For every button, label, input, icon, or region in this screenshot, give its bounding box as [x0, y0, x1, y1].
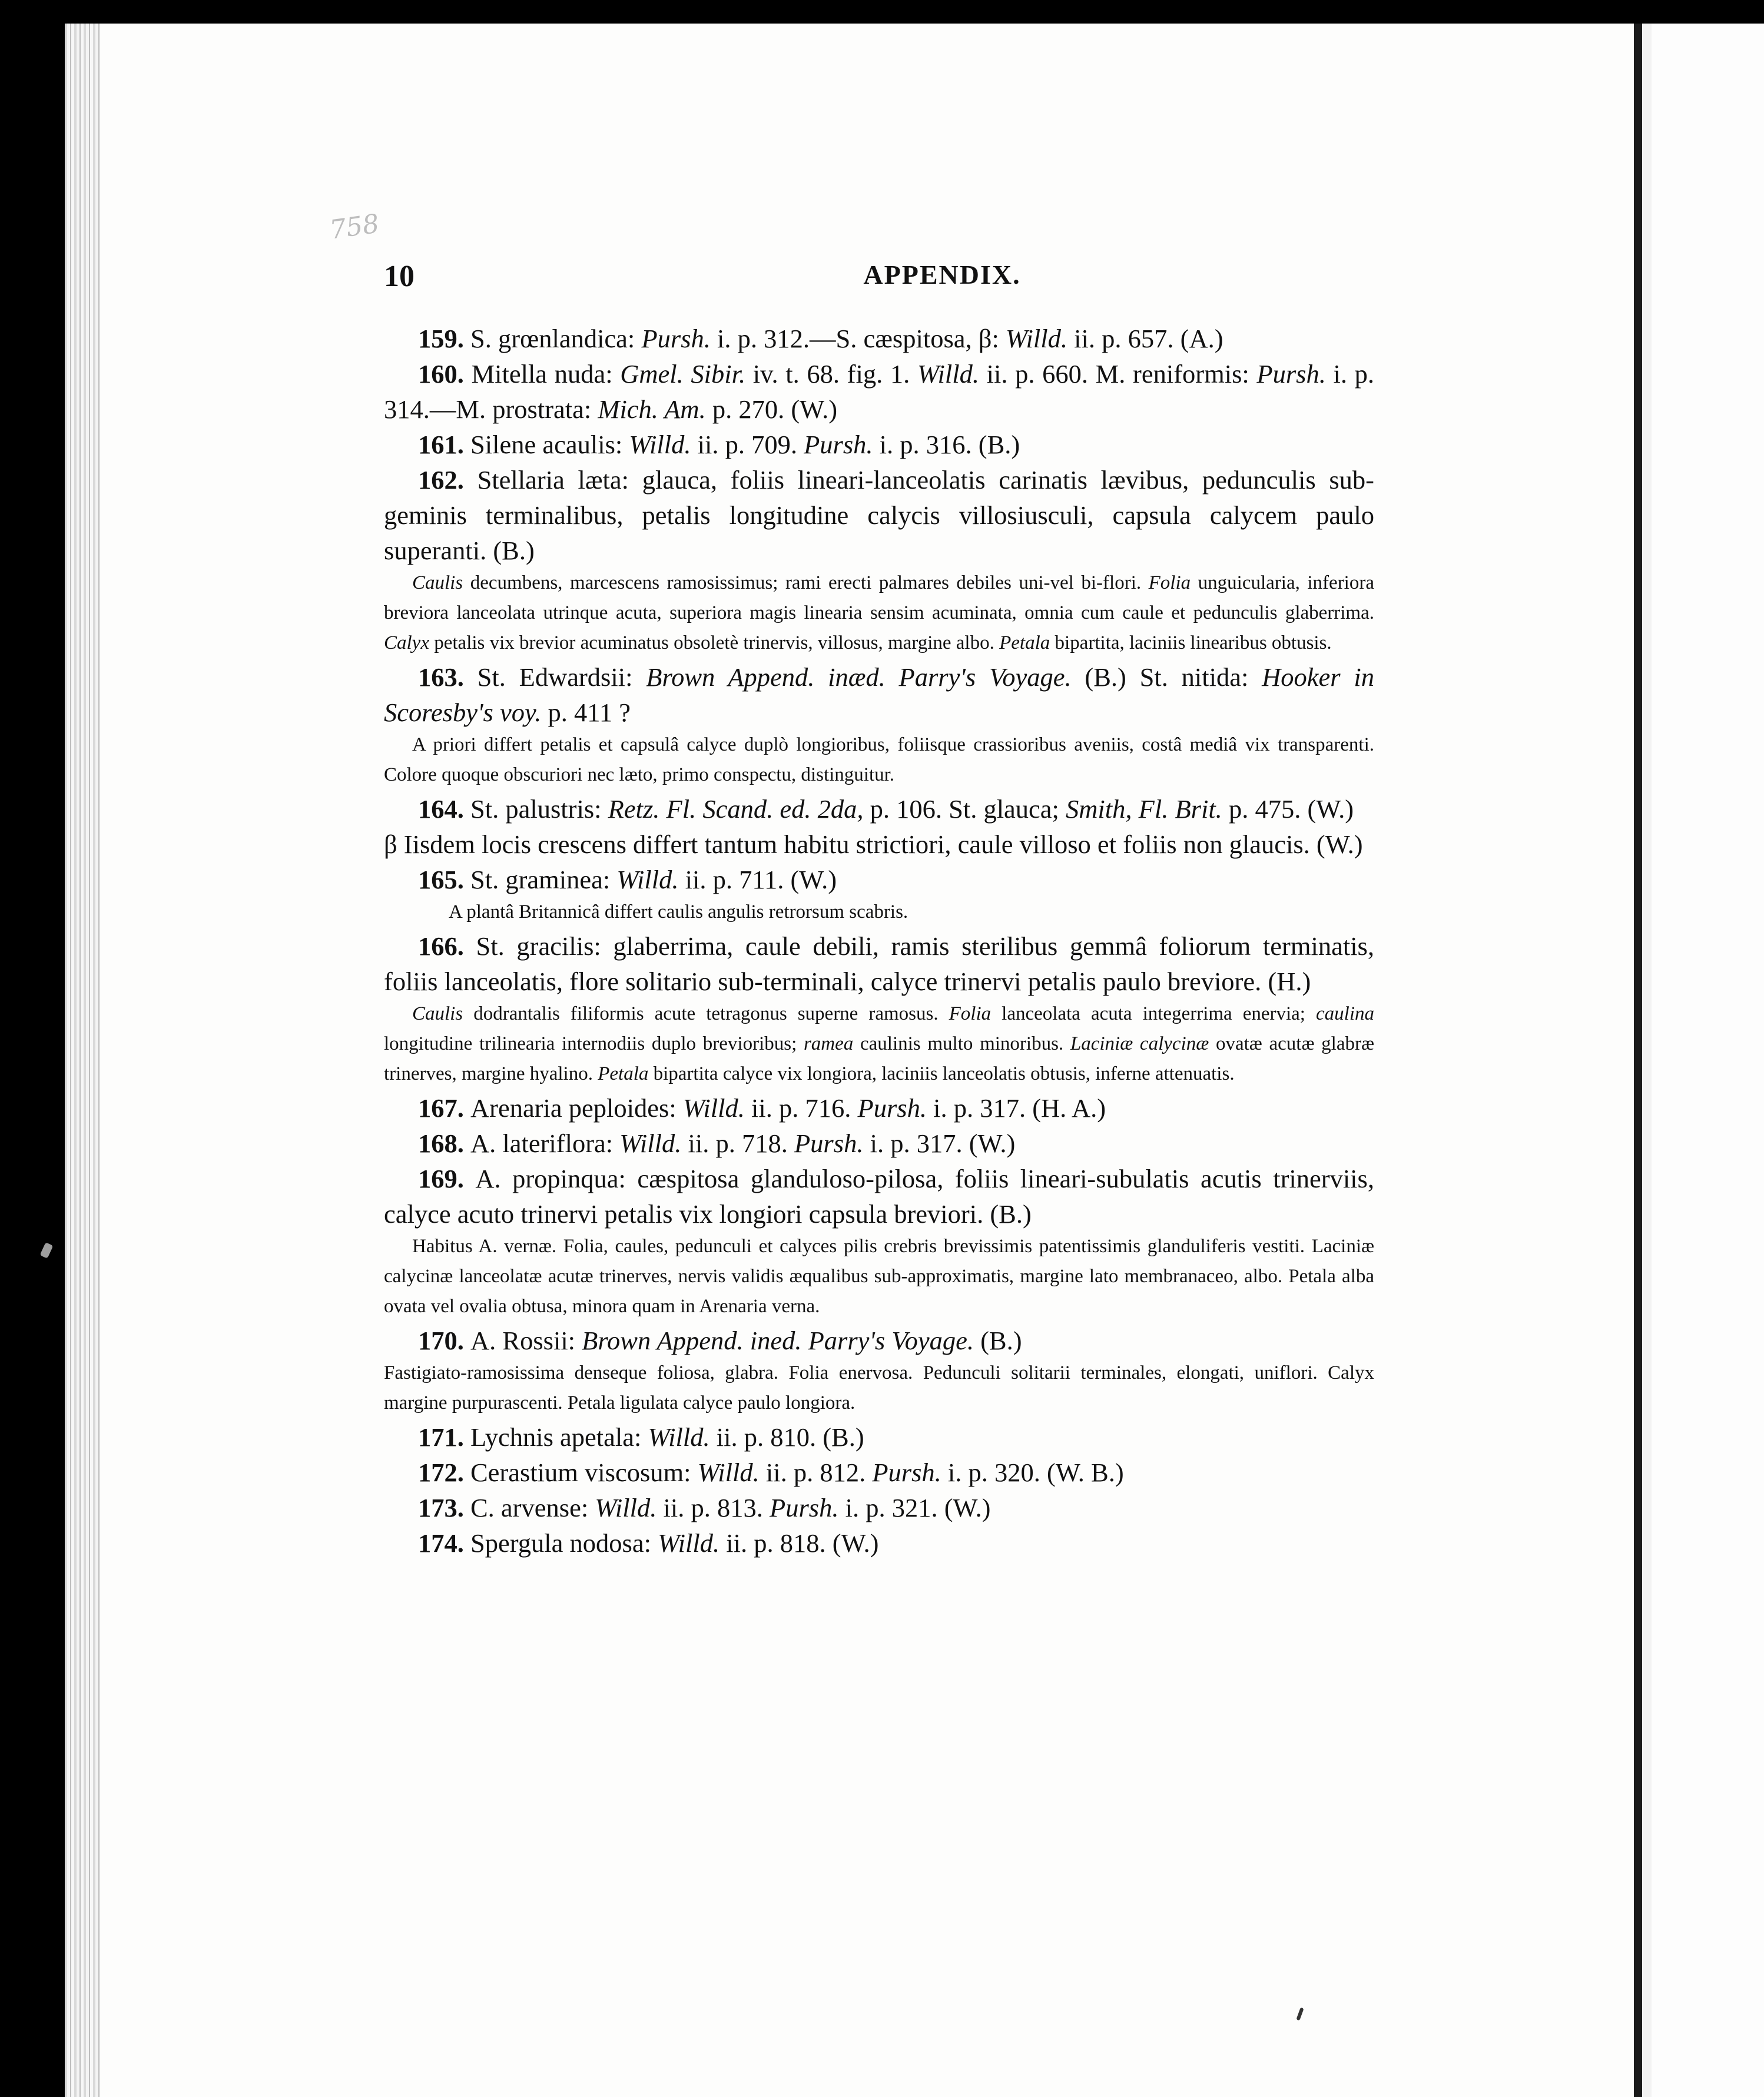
text-run: Habitus A. vernæ. Folia, caules, pedunculi et calyces pilis crebris brevissimis patentissimis glanduliferis vestiti. Laciniæ calycinæ lanceolatæ acutæ trinerves, nervis validis æqualibus sub-approximatis, margine lato membranaceo, albo. Petala alba ovata vel ovalia obtusa, minora quam in Arenaria verna. — [384, 1236, 1374, 1317]
facing-page-edge — [1634, 24, 1764, 2097]
text-run: ii. p. 810. (B.) — [709, 1422, 864, 1452]
text-run: p. 411 ? — [541, 698, 631, 727]
text-run: i. p. 320. (W. B.) — [941, 1458, 1124, 1487]
entry-number: 161. — [418, 430, 470, 459]
text-run: Stellaria læta: glauca, foliis lineari-lanceolatis carinatis lævibus, pedunculis sub-geminis terminalibus, petalis longitudine calycis villosiusculi, capsula calycem paulo superanti. (B.) — [384, 465, 1375, 565]
text-run: ii. p. 709. — [691, 430, 804, 459]
text-run: ii. p. 812. — [759, 1458, 873, 1487]
italic-citation: Pursh. — [770, 1493, 839, 1522]
italic-citation: Laciniæ calycinæ — [1070, 1033, 1209, 1054]
text-run: Lychnis apetala: — [470, 1422, 648, 1452]
italic-citation: Mich. Am. — [598, 394, 706, 424]
entry-number: 166. — [418, 931, 476, 961]
text-run: iv. t. 68. fig. 1. — [745, 359, 917, 389]
text-run: bipartita, laciniis linearibus obtusis. — [1050, 632, 1332, 653]
italic-citation: Retz. Fl. Scand. ed. 2da, — [608, 794, 864, 824]
entry-159 — [384, 321, 1374, 356]
italic-citation: Pursh. — [1256, 359, 1326, 389]
text-run: longitudine trilinearia internodiis duplo brevioribus; — [384, 1033, 804, 1054]
entry-167 — [384, 1090, 1374, 1126]
italic-citation: Folia — [949, 1003, 992, 1024]
text-run: St. gracilis: glaberrima, caule debili, ramis sterilibus gemmâ foliorum terminatis, foliis lanceolatis, flore solitario sub-terminali, calyce trinervi petalis paulo breviore. (H.) — [384, 931, 1374, 996]
entry-number: 163. — [418, 662, 478, 692]
text-run: (B.) St. nitida: — [1071, 662, 1262, 692]
text-run: dodrantalis filiformis acute tetragonus superne ramosus. — [463, 1003, 949, 1024]
text-run: St. graminea: — [470, 865, 617, 894]
entry-number: 160. — [418, 359, 472, 389]
entry-number: 164. — [418, 794, 470, 824]
italic-citation: Willd. — [697, 1458, 760, 1487]
running-head: APPENDIX. — [863, 260, 1021, 290]
entry-163 — [384, 659, 1374, 730]
italic-citation: Hooker in Scoresby's voy. — [384, 662, 1374, 727]
text-run: ii. p. 660. M. reniformis: — [979, 359, 1257, 389]
text-run: C. arvense: — [470, 1493, 595, 1522]
entry-174 — [384, 1525, 1374, 1561]
text-run: ii. p. 657. (A.) — [1067, 324, 1223, 353]
page-number: 10 — [384, 260, 415, 293]
italic-citation: Willd. — [619, 1129, 682, 1158]
text-run: i. p. 316. (B.) — [873, 430, 1020, 459]
entry-170 — [384, 1323, 1374, 1358]
text-run: p. 270. (W.) — [705, 394, 838, 424]
text-run: unguicularia, inferiora breviora lanceolata utrinque acuta, superiora magis linearia sensim acuminata, omnia cum caule et pedunculis glaberrima. — [384, 572, 1374, 623]
pencil-margin-note: 758 — [327, 208, 382, 245]
text-run: lanceolata acuta integerrima enervia; — [991, 1003, 1317, 1024]
text-run: A. lateriflora: — [470, 1129, 620, 1158]
text-run: p. 475. (W.) — [1222, 794, 1354, 824]
entry-number: 170. — [418, 1326, 470, 1355]
entry-165 — [384, 862, 1374, 897]
italic-citation: Willd. — [629, 430, 691, 459]
text-run: petalis vix brevior acuminatus obsoletè trinervis, villosus, margine albo. — [429, 632, 1000, 653]
entry-164 — [384, 791, 1374, 827]
italic-citation: Willd. — [917, 359, 979, 389]
italic-citation: Brown Append. ined. Parry's Voyage. — [582, 1326, 974, 1355]
stray-mark — [40, 1242, 54, 1259]
text-run: A. propinqua: cæspitosa glanduloso-pilosa, foliis lineari-subulatis acutis trinerviis, calyce acuto trinervi petalis vix longiori capsula breviori. (B.) — [384, 1164, 1374, 1229]
text-run: decumbens, marcescens ramosissimus; rami erecti palmares debiles uni-vel bi-flori. — [463, 572, 1149, 593]
text-run: i. p. 321. (W.) — [838, 1493, 991, 1522]
entry-number: 173. — [418, 1493, 470, 1522]
entry-number: 167. — [418, 1093, 470, 1123]
text-run: Silene acaulis: — [470, 430, 629, 459]
italic-citation: Brown Append. inæd. Parry's Voyage. — [646, 662, 1072, 692]
italic-citation: Willd. — [658, 1528, 720, 1558]
entry-166 — [384, 928, 1374, 999]
text-run: S. grœnlandica: — [470, 324, 642, 353]
text-run: caulinis multo minoribus. — [853, 1033, 1070, 1054]
text-run: Arenaria peploides: — [470, 1093, 683, 1123]
text-run: St. palustris: — [470, 794, 608, 824]
text-run: i. p. 317. (H. A.) — [926, 1093, 1106, 1123]
text-run: A. Rossii: — [470, 1326, 582, 1355]
italic-citation: Pursh. — [804, 430, 873, 459]
italic-citation: Folia — [1148, 572, 1191, 593]
text-run: i. p. 312.—S. cæspitosa, β: — [710, 324, 1006, 353]
text-run: Cerastium viscosum: — [470, 1458, 698, 1487]
text-run: ii. p. 711. (W.) — [678, 865, 837, 894]
entry-160 — [384, 356, 1374, 427]
italic-citation: Caulis — [412, 572, 463, 593]
text-run: ii. p. 716. — [744, 1093, 858, 1123]
entry-172 — [384, 1455, 1374, 1490]
page-stack-edge — [65, 24, 100, 2097]
entry-number: 171. — [418, 1422, 470, 1452]
italic-citation: Caulis — [412, 1003, 463, 1024]
entry-169 — [384, 1161, 1374, 1232]
italic-citation: Pursh. — [641, 324, 711, 353]
variety-note: β Iisdem locis crescens differt tantum habitu strictiori, caule villoso et foliis non glaucis. (W.) — [384, 829, 1363, 859]
entry-number: 174. — [418, 1528, 470, 1558]
italic-citation: Petala — [999, 632, 1050, 653]
entry-number: 165. — [418, 865, 470, 894]
text-run: St. Edwardsii: — [477, 662, 646, 692]
italic-citation: Pursh. — [857, 1093, 927, 1123]
italic-citation: Willd. — [682, 1093, 745, 1123]
text-run: ii. p. 818. (W.) — [719, 1528, 879, 1558]
italic-citation: Smith, Fl. Brit. — [1066, 794, 1222, 824]
entry-168 — [384, 1126, 1374, 1161]
italic-citation: Petala — [598, 1063, 649, 1084]
entry-162 — [384, 462, 1374, 568]
italic-citation: Pursh. — [872, 1458, 941, 1487]
entry-number: 168. — [418, 1129, 470, 1158]
text-run: ii. p. 718. — [681, 1129, 794, 1158]
text-run: ovatæ acutæ glabræ trinerves, margine hyalino. — [384, 1033, 1374, 1084]
text-run: (B.) — [973, 1326, 1022, 1355]
text-run: ii. p. 813. — [656, 1493, 770, 1522]
text-run: A priori differt petalis et capsulâ calyce duplò longioribus, foliisque crassioribus aveniis, costâ mediâ vix transparenti. Colore quoque obscuriori nec læto, primo conspectu, distinguitur. — [384, 734, 1374, 785]
text-run: i. p. 314.—M. prostrata: — [384, 359, 1375, 424]
description-note — [384, 568, 1374, 658]
italic-citation: Willd. — [595, 1493, 657, 1522]
entry-number: 172. — [418, 1458, 470, 1487]
text-run: Spergula nodosa: — [470, 1528, 658, 1558]
entry-173 — [384, 1490, 1374, 1525]
entry-171 — [384, 1419, 1374, 1455]
body-text — [384, 321, 1374, 1561]
italic-citation: Calyx — [384, 632, 429, 653]
entry-number: 169. — [418, 1164, 476, 1193]
description-note — [384, 1232, 1374, 1322]
entry-number: 162. — [418, 465, 478, 495]
entry-161 — [384, 427, 1374, 462]
entry-number: 159. — [418, 324, 470, 353]
text-run: Mitella nuda: — [471, 359, 621, 389]
italic-citation: Willd. — [616, 865, 679, 894]
italic-citation: ramea — [803, 1033, 854, 1054]
text-run: p. 106. St. glauca; — [863, 794, 1066, 824]
description-note: A plantâ Britannicâ differt caulis angulis retrorsum scabris. — [449, 901, 908, 923]
italic-citation: Gmel. Sibir. — [620, 359, 746, 389]
italic-citation: Pursh. — [794, 1129, 864, 1158]
text-run: bipartita calyce vix longiora, laciniis lanceolatis obtusis, inferne attenuatis. — [648, 1063, 1235, 1084]
description-note — [384, 999, 1374, 1089]
italic-citation: caulina — [1316, 1003, 1374, 1024]
italic-citation: Willd. — [648, 1422, 710, 1452]
description-note: Fastigiato-ramosissima denseque foliosa, glabra. Folia enervosa. Pedunculi solitarii terminales, elongati, uniflori. Calyx margine purpurascenti. Petala ligulata calyce paulo longiora. — [384, 1362, 1374, 1414]
italic-citation: Willd. — [1005, 324, 1068, 353]
description-note — [384, 730, 1374, 790]
text-run: i. p. 317. (W.) — [863, 1129, 1016, 1158]
